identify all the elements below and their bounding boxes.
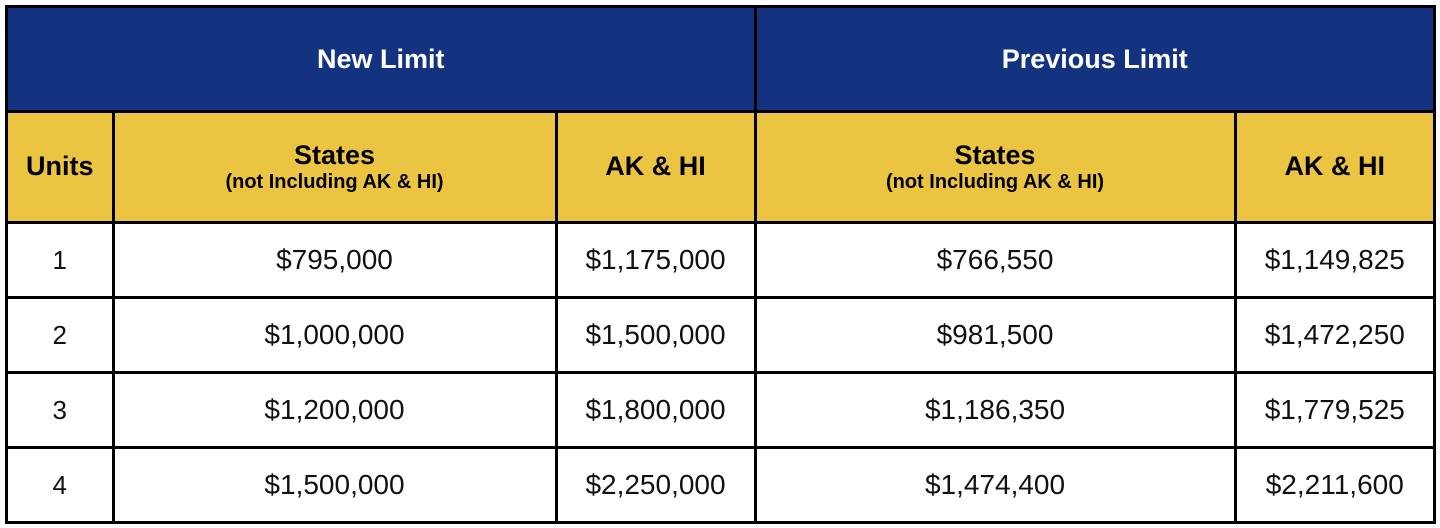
new-states-cell: $795,000 [113, 223, 556, 298]
loan-limits-table-container [5, 5, 1436, 524]
new-akhi-cell: $2,250,000 [556, 448, 755, 522]
prev-akhi-cell: $2,211,600 [1235, 448, 1433, 522]
prev-akhi-header: AK & HI [1235, 112, 1433, 223]
previous-limit-header: Previous Limit [755, 8, 1433, 112]
prev-states-header [755, 112, 1235, 223]
column-header-row [8, 112, 1433, 223]
units-cell: 2 [8, 298, 113, 373]
new-states-cell: $1,500,000 [113, 448, 556, 522]
table-row [8, 373, 1433, 448]
prev-states-cell: $981,500 [755, 298, 1235, 373]
units-cell: 4 [8, 448, 113, 522]
prev-states-header-note: (not Including AK & HI) [885, 171, 1105, 194]
new-limit-header: New Limit [8, 8, 755, 112]
new-akhi-cell: $1,800,000 [556, 373, 755, 448]
units-cell: 3 [8, 373, 113, 448]
new-akhi-cell: $1,175,000 [556, 223, 755, 298]
new-states-header-label: States [293, 139, 376, 170]
table-row [8, 298, 1433, 373]
new-states-header-note: (not Including AK & HI) [225, 171, 444, 194]
loan-limits-table [8, 8, 1433, 521]
prev-akhi-cell: $1,149,825 [1235, 223, 1433, 298]
new-states-cell: $1,000,000 [113, 298, 556, 373]
prev-akhi-cell: $1,779,525 [1235, 373, 1433, 448]
prev-states-cell: $1,474,400 [755, 448, 1235, 522]
table-row [8, 223, 1433, 298]
units-cell: 1 [8, 223, 113, 298]
prev-states-cell: $766,550 [755, 223, 1235, 298]
prev-states-cell: $1,186,350 [755, 373, 1235, 448]
new-states-header [113, 112, 556, 223]
prev-akhi-cell: $1,472,250 [1235, 298, 1433, 373]
table-row [8, 448, 1433, 522]
group-header-row [8, 8, 1433, 112]
new-akhi-header: AK & HI [556, 112, 755, 223]
units-header: Units [8, 112, 113, 223]
new-states-cell: $1,200,000 [113, 373, 556, 448]
new-akhi-cell: $1,500,000 [556, 298, 755, 373]
prev-states-header-label: States [954, 139, 1036, 170]
